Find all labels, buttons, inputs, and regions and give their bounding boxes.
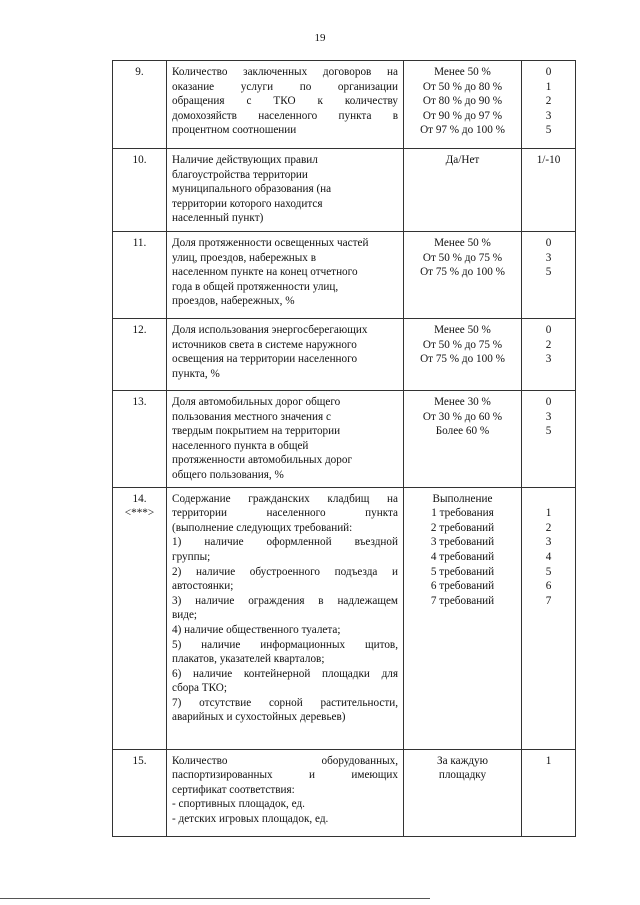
row-scores xyxy=(522,391,576,488)
value-option: От 80 % до 90 % xyxy=(422,95,503,108)
description-line: 3) наличие ограждения в надлежащем xyxy=(172,594,398,607)
row-scores xyxy=(522,487,576,749)
value-option: От 75 % до 100 % xyxy=(420,266,505,279)
description-line: пользования местного значения с xyxy=(172,410,331,423)
score-spacer xyxy=(527,492,570,507)
row-description xyxy=(167,391,404,488)
score-value: 1 xyxy=(545,507,552,520)
score-value: 1/-10 xyxy=(536,154,561,166)
score-value: 0 xyxy=(545,396,552,408)
description-line: общего пользования, % xyxy=(172,468,284,481)
description-line: пункта, % xyxy=(172,367,220,380)
value-option: 5 требований xyxy=(430,565,495,578)
row-number: 9. xyxy=(113,61,167,149)
description-line: Доля протяженности освещенных частей xyxy=(172,237,369,249)
value-option: Менее 50 % xyxy=(434,324,491,336)
description-line: группы; xyxy=(172,550,211,563)
page-number: 19 xyxy=(314,32,326,44)
row-values xyxy=(404,61,522,149)
description-line: оказание услуги по организации xyxy=(172,80,398,93)
value-option: 3 требований xyxy=(430,536,495,549)
description-line: освещения на территории населенного xyxy=(172,353,358,366)
score-value: 1 xyxy=(545,754,552,767)
value-option: 2 требований xyxy=(430,521,495,534)
table-row xyxy=(113,61,576,149)
row-number xyxy=(113,487,167,749)
description-line: - детских игровых площадок, ед. xyxy=(172,812,329,825)
value-option: От 30 % до 60 % xyxy=(422,410,503,423)
description-line: домохозяйств населенного пункта в xyxy=(172,109,398,122)
row-values xyxy=(404,749,522,836)
value-option: Выполнение xyxy=(432,492,493,505)
row-scores xyxy=(522,749,576,836)
table-row xyxy=(113,232,576,319)
description-line: территории которого находится xyxy=(172,197,323,210)
description-line: виде; xyxy=(172,609,198,622)
score-value: 6 xyxy=(545,580,552,593)
score-value: 0 xyxy=(545,66,552,78)
value-option: Менее 50 % xyxy=(434,237,491,249)
table-row xyxy=(113,149,576,232)
value-option: От 90 % до 97 % xyxy=(422,109,503,122)
description-line: населенный пункт) xyxy=(172,212,264,225)
score-value: 3 xyxy=(545,410,552,423)
description-line: - спортивных площадок, ед. xyxy=(172,798,305,811)
description-line: 5) наличие информационных щитов, xyxy=(172,638,398,651)
row-description xyxy=(167,487,404,749)
description-line: муниципального образования (на xyxy=(172,183,332,196)
row-number: 11. xyxy=(113,232,167,319)
row-scores xyxy=(522,232,576,319)
score-value: 0 xyxy=(545,324,552,336)
description-line: 6) наличие контейнерной площадки для xyxy=(172,667,398,680)
value-option: От 97 % до 100 % xyxy=(420,124,505,137)
score-value: 3 xyxy=(545,353,552,366)
description-line: 1) наличие оформленной въездной xyxy=(172,536,398,549)
score-value: 2 xyxy=(545,521,552,534)
row-values xyxy=(404,487,522,749)
value-option: 6 требований xyxy=(430,580,495,593)
score-value: 4 xyxy=(545,550,552,563)
row-values xyxy=(404,319,522,391)
row-description xyxy=(167,61,404,149)
score-value: 3 xyxy=(545,251,552,264)
description-line: проездов, набережных, % xyxy=(172,295,295,308)
row-scores xyxy=(522,149,576,232)
score-value: 5 xyxy=(545,124,552,137)
description-line: населенном пункте на конец отчетного xyxy=(172,266,358,279)
description-line: протяженности автомобильных дорог xyxy=(172,454,353,467)
description-line: (выполнение следующих требований: xyxy=(172,521,353,534)
row-number: 15. xyxy=(113,749,167,836)
description-line: процентном соотношении xyxy=(172,124,297,137)
description-line: Доля автомобильных дорог общего xyxy=(172,396,341,408)
score-value: 3 xyxy=(545,109,552,122)
row-values xyxy=(404,149,522,232)
row-description xyxy=(167,749,404,836)
description-line: твердым покрытием на территории xyxy=(172,425,341,438)
value-option: Менее 50 % xyxy=(434,66,491,78)
value-option: 7 требований xyxy=(430,594,495,607)
row-scores xyxy=(522,319,576,391)
row-number: 10. xyxy=(113,149,167,232)
description-line: населенного пункта в общей xyxy=(172,439,309,452)
description-line: обращения с ТКО к количеству xyxy=(172,95,398,108)
description-line: улиц, проездов, набережных в xyxy=(172,251,316,264)
row-number-label: 14. xyxy=(132,492,147,505)
table-row xyxy=(113,749,576,836)
value-option: За каждую xyxy=(437,754,488,767)
row-values xyxy=(404,391,522,488)
criteria-table xyxy=(112,60,576,837)
score-value: 3 xyxy=(545,536,552,549)
row-scores xyxy=(522,61,576,149)
description-line: Доля использования энергосберегающих xyxy=(172,324,368,336)
score-value: 1 xyxy=(545,80,552,93)
description-line: Наличие действующих правил xyxy=(172,154,318,166)
description-line: Количество оборудованных, xyxy=(172,754,398,767)
score-value: 7 xyxy=(545,594,552,607)
value-option: 1 требования xyxy=(431,507,494,520)
row-number-note: <***> xyxy=(124,507,155,520)
value-option: 4 требований xyxy=(430,550,495,563)
description-line: 7) отсутствие сорной растительности, xyxy=(172,696,398,709)
description-line: территории населенного пункта xyxy=(172,507,398,520)
score-value: 5 xyxy=(545,425,552,438)
row-description xyxy=(167,232,404,319)
table-row xyxy=(113,391,576,488)
description-line: года в общей протяженности улиц, xyxy=(172,280,339,293)
row-number: 12. xyxy=(113,319,167,391)
table-row xyxy=(113,487,576,749)
description-line: источников света в системе наружного xyxy=(172,338,357,351)
score-value: 2 xyxy=(545,95,552,108)
value-option: От 50 % до 75 % xyxy=(422,338,503,351)
value-option: площадку xyxy=(438,769,487,782)
table-row xyxy=(113,319,576,391)
value-option: От 75 % до 100 % xyxy=(420,353,505,366)
description-line: автостоянки; xyxy=(172,580,234,593)
description-line: сертификат соответствия: xyxy=(172,783,295,796)
value-option: Да/Нет xyxy=(445,154,480,166)
score-value: 5 xyxy=(545,565,552,578)
description-line: Количество заключенных договоров на xyxy=(172,66,398,78)
value-option: Более 60 % xyxy=(435,425,490,438)
score-value: 5 xyxy=(545,266,552,279)
score-value: 0 xyxy=(545,237,552,249)
value-option: Менее 30 % xyxy=(434,396,491,408)
row-description xyxy=(167,149,404,232)
description-line: сбора ТКО; xyxy=(172,682,227,695)
description-line: благоустройства территории xyxy=(172,168,308,181)
description-line: плакатов, указателей кварталов; xyxy=(172,653,325,666)
description-line: паспортизированных и имеющих xyxy=(172,769,398,782)
description-line: аварийных и сухостойных деревьев) xyxy=(172,711,346,724)
row-values xyxy=(404,232,522,319)
row-description xyxy=(167,319,404,391)
score-value: 2 xyxy=(545,338,552,351)
footer-divider xyxy=(0,898,430,899)
description-line: 2) наличие обустроенного подъезда и xyxy=(172,565,398,578)
row-number: 13. xyxy=(113,391,167,488)
description-line: Содержание гражданских кладбищ на xyxy=(172,492,398,505)
value-option: От 50 % до 80 % xyxy=(422,80,503,93)
value-option: От 50 % до 75 % xyxy=(422,251,503,264)
description-line: 4) наличие общественного туалета; xyxy=(172,623,341,636)
